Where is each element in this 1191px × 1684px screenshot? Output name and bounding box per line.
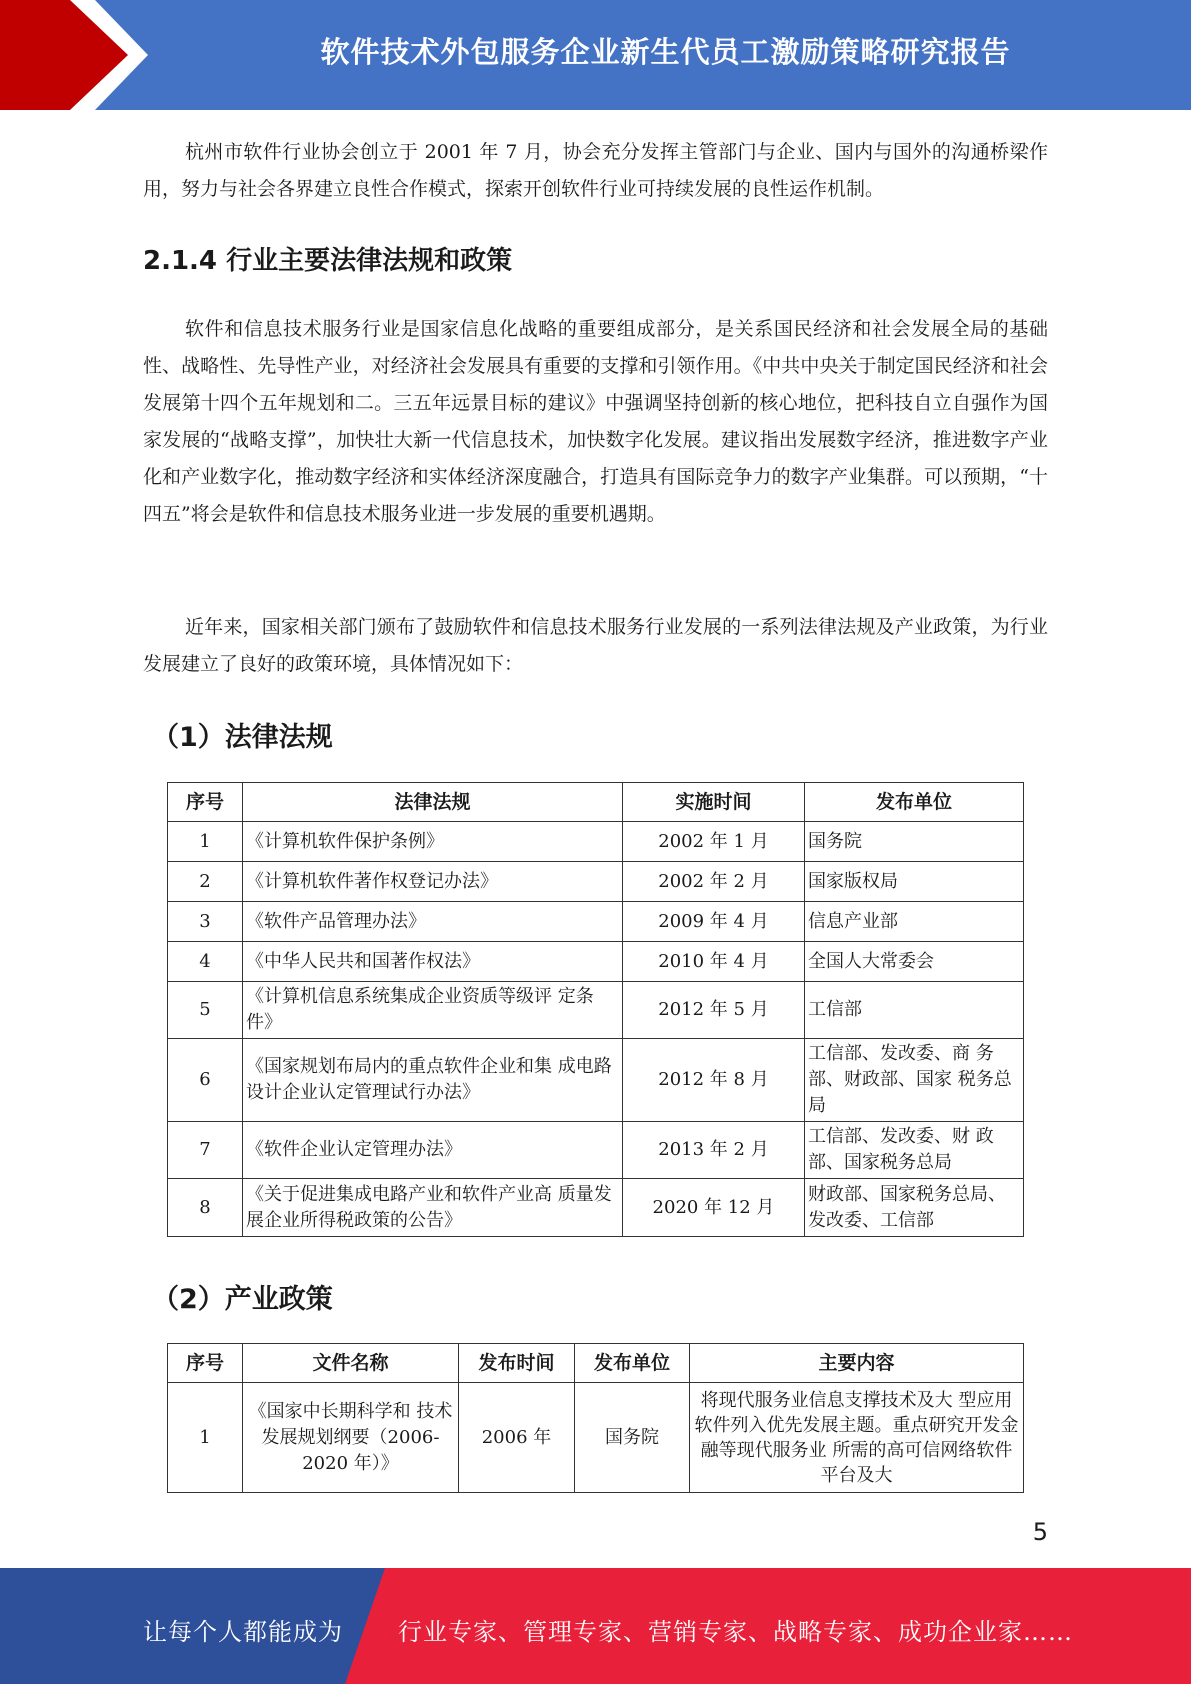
table-cell: 《国家中长期科学和 技术发展规划纲要（2006-2020 年）》 [243, 1383, 459, 1493]
policies-table [167, 1343, 1024, 1493]
table-row [168, 982, 1024, 1039]
laws-header-cell: 发布单位 [805, 783, 1024, 822]
table-cell: 2002 年 1 月 [623, 822, 805, 862]
laws-header-cell: 实施时间 [623, 783, 805, 822]
table-cell: 2010 年 4 月 [623, 942, 805, 982]
section-paragraph-2: 近年来，国家相关部门颁布了鼓励软件和信息技术服务行业发展的一系列法律法规及产业政策，为行业发展建立了良好的政策环境，具体情况如下： [143, 616, 1048, 675]
section-paragraph-1: 软件和信息技术服务行业是国家信息化战略的重要组成部分，是关系国民经济和社会发展全局的基础性、战略性、先导性产业，对经济社会发展具有重要的支撑和引领作用。《中共中央关于制定国民经济和社会发展第十四个五年规划和二。三五年远景目标的建议》中强调坚持创新的核心地位，把科技自立自强作为国家发展的“战略支撑”，加快壮大新一代信息技术，加快数字化发展。建议指出发展数字经济，推进数字产业化和产业数字化，推动数字经济和实体经济深度融合，打造具有国际竞争力的数字产业集群。可以预期，“十四五”将会是软件和信息技术服务业进一步发展的重要机遇期。 [143, 318, 1048, 525]
table-cell: 工信部、发改委、财 政部、国家税务总局 [805, 1122, 1024, 1179]
table-cell: 2012 年 8 月 [623, 1039, 805, 1122]
table-cell: 2006 年 [459, 1383, 575, 1493]
section-heading: 2.1.4 行业主要法律法规和政策 [143, 246, 513, 276]
table-cell: 《软件产品管理办法》 [243, 902, 623, 942]
laws-table [167, 782, 1024, 1237]
footer-slogan-left: 让每个人都能成为 [143, 1618, 343, 1646]
table-cell: 7 [168, 1122, 243, 1179]
table-cell: 2013 年 2 月 [623, 1122, 805, 1179]
table-cell: 《计算机信息系统集成企业资质等级评 定条件》 [243, 982, 623, 1039]
table-cell: 财政部、国家税务总局、发改委、工信部 [805, 1179, 1024, 1237]
table-cell: 4 [168, 942, 243, 982]
policies-header-cell: 发布单位 [575, 1344, 690, 1383]
header-arrow-icon [0, 0, 160, 110]
table-row [168, 1383, 1024, 1493]
table-row [168, 822, 1024, 862]
policies-table-header-row [168, 1344, 1024, 1383]
policies-header-cell: 文件名称 [243, 1344, 459, 1383]
table-cell: 2009 年 4 月 [623, 902, 805, 942]
laws-header-cell: 序号 [168, 783, 243, 822]
table-cell: 《中华人民共和国著作权法》 [243, 942, 623, 982]
policies-header-cell: 序号 [168, 1344, 243, 1383]
laws-table-header-row [168, 783, 1024, 822]
table-row [168, 862, 1024, 902]
policies-heading: （2）产业政策 [152, 1284, 333, 1315]
table-cell: 《关于促进集成电路产业和软件产业高 质量发展企业所得税政策的公告》 [243, 1179, 623, 1237]
table-cell: 国家版权局 [805, 862, 1024, 902]
table-cell: 8 [168, 1179, 243, 1237]
laws-header-cell: 法律法规 [243, 783, 623, 822]
table-cell: 6 [168, 1039, 243, 1122]
table-cell: 工信部 [805, 982, 1024, 1039]
table-cell: 全国人大常委会 [805, 942, 1024, 982]
table-cell: 2012 年 5 月 [623, 982, 805, 1039]
table-cell: 2020 年 12 月 [623, 1179, 805, 1237]
table-cell: 《计算机软件保护条例》 [243, 822, 623, 862]
table-cell: 2002 年 2 月 [623, 862, 805, 902]
table-cell: 3 [168, 902, 243, 942]
table-cell: 《国家规划布局内的重点软件企业和集 成电路设计企业认定管理试行办法》 [243, 1039, 623, 1122]
table-cell: 1 [168, 822, 243, 862]
table-cell: 5 [168, 982, 243, 1039]
footer-slogan-right: 行业专家、管理专家、营销专家、战略专家、成功企业家…… [398, 1618, 1073, 1646]
table-cell: 工信部、发改委、商 务部、财政部、国家 税务总局 [805, 1039, 1024, 1122]
table-row [168, 1122, 1024, 1179]
table-cell: 国务院 [575, 1383, 690, 1493]
table-row [168, 902, 1024, 942]
table-cell: 2 [168, 862, 243, 902]
table-row [168, 942, 1024, 982]
page-number: 5 [1032, 1518, 1048, 1546]
table-cell: 信息产业部 [805, 902, 1024, 942]
table-row [168, 1039, 1024, 1122]
policies-header-cell: 主要内容 [690, 1344, 1024, 1383]
table-row [168, 1179, 1024, 1237]
laws-heading: （1）法律法规 [152, 722, 333, 753]
table-cell: 《计算机软件著作权登记办法》 [243, 862, 623, 902]
table-cell: 国务院 [805, 822, 1024, 862]
table-cell: 《软件企业认定管理办法》 [243, 1122, 623, 1179]
policies-header-cell: 发布时间 [459, 1344, 575, 1383]
intro-paragraph: 杭州市软件行业协会创立于 2001 年 7 月，协会充分发挥主管部门与企业、国内与国外的沟通桥梁作用，努力与社会各界建立良性合作模式，探索开创软件行业可持续发展的良性运作机制。 [143, 141, 1048, 200]
table-cell: 将现代服务业信息支撑技术及大 型应用软件列入优先发展主题。重点研究开发金融等现代服务业 所需的高可信网络软件平台及大 [690, 1383, 1024, 1493]
header-title: 软件技术外包服务企业新生代员工激励策略研究报告 [320, 34, 1011, 69]
table-cell: 1 [168, 1383, 243, 1493]
